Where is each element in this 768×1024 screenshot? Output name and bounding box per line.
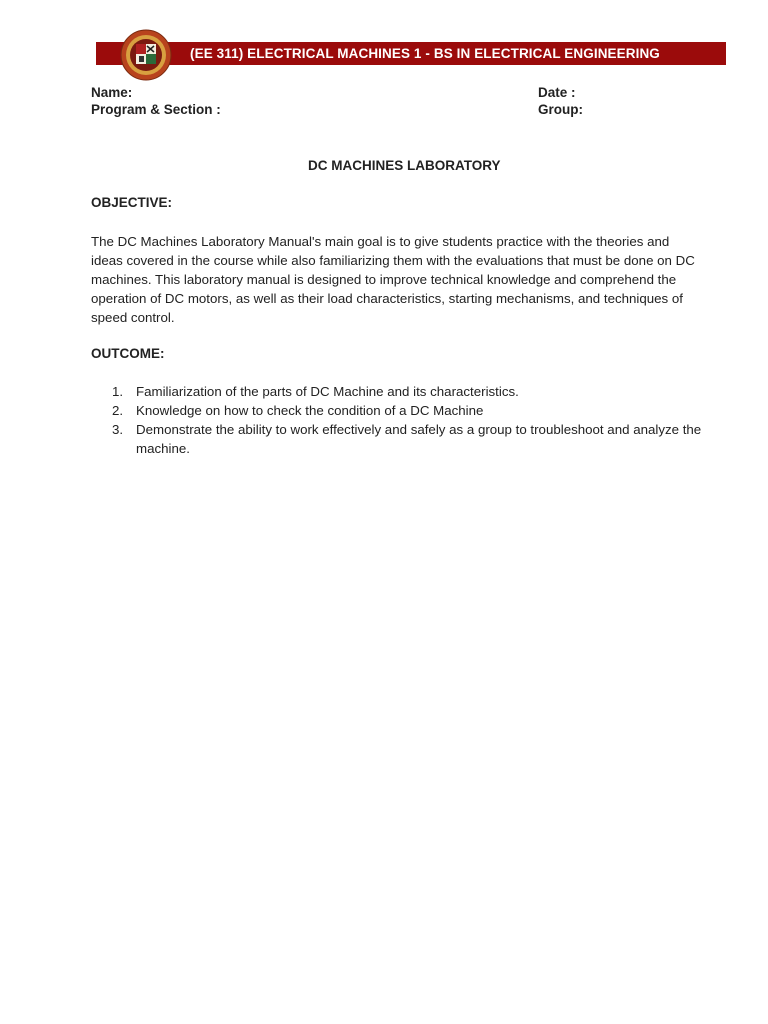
list-text: Demonstrate the ability to work effectively and safely as a group to troubleshoot and analyze the [136, 422, 702, 437]
course-title: (EE 311) ELECTRICAL MACHINES 1 - BS IN ELECTRICAL ENGINEERING [190, 46, 660, 61]
objective-line: ideas covered in the course while also familiarizing them with the evaluations that must be done on DC [91, 253, 695, 268]
list-item [91, 420, 731, 458]
list-item [91, 401, 731, 420]
group-label: Group: [538, 102, 583, 117]
objective-line: The DC Machines Laboratory Manual's main goal is to give students practice with the theories and [91, 234, 670, 249]
list-text: Familiarization of the parts of DC Machine and its characteristics. [136, 384, 519, 399]
objective-line: machines. This laboratory manual is designed to improve technical knowledge and comprehend the [91, 272, 677, 287]
objective-paragraph [91, 232, 731, 327]
list-number: 1. [112, 384, 124, 399]
list-number: 3. [112, 422, 124, 437]
objective-heading: OBJECTIVE: [91, 195, 173, 210]
objective-line: speed control. [91, 310, 175, 325]
objective-line: operation of DC motors, as well as their load characteristics, starting mechanisms, and techniques of [91, 291, 683, 306]
outcome-list [91, 382, 731, 458]
list-text: machine. [136, 441, 190, 456]
list-number: 2. [112, 403, 124, 418]
list-text: Knowledge on how to check the condition of a DC Machine [136, 403, 484, 418]
program-section-label: Program & Section : [91, 102, 221, 117]
date-label: Date : [538, 85, 576, 100]
outcome-heading: OUTCOME: [91, 346, 165, 361]
name-label: Name: [91, 85, 133, 100]
university-seal-logo [120, 29, 172, 81]
list-item [91, 382, 731, 401]
document-title: DC MACHINES LABORATORY [308, 158, 501, 173]
